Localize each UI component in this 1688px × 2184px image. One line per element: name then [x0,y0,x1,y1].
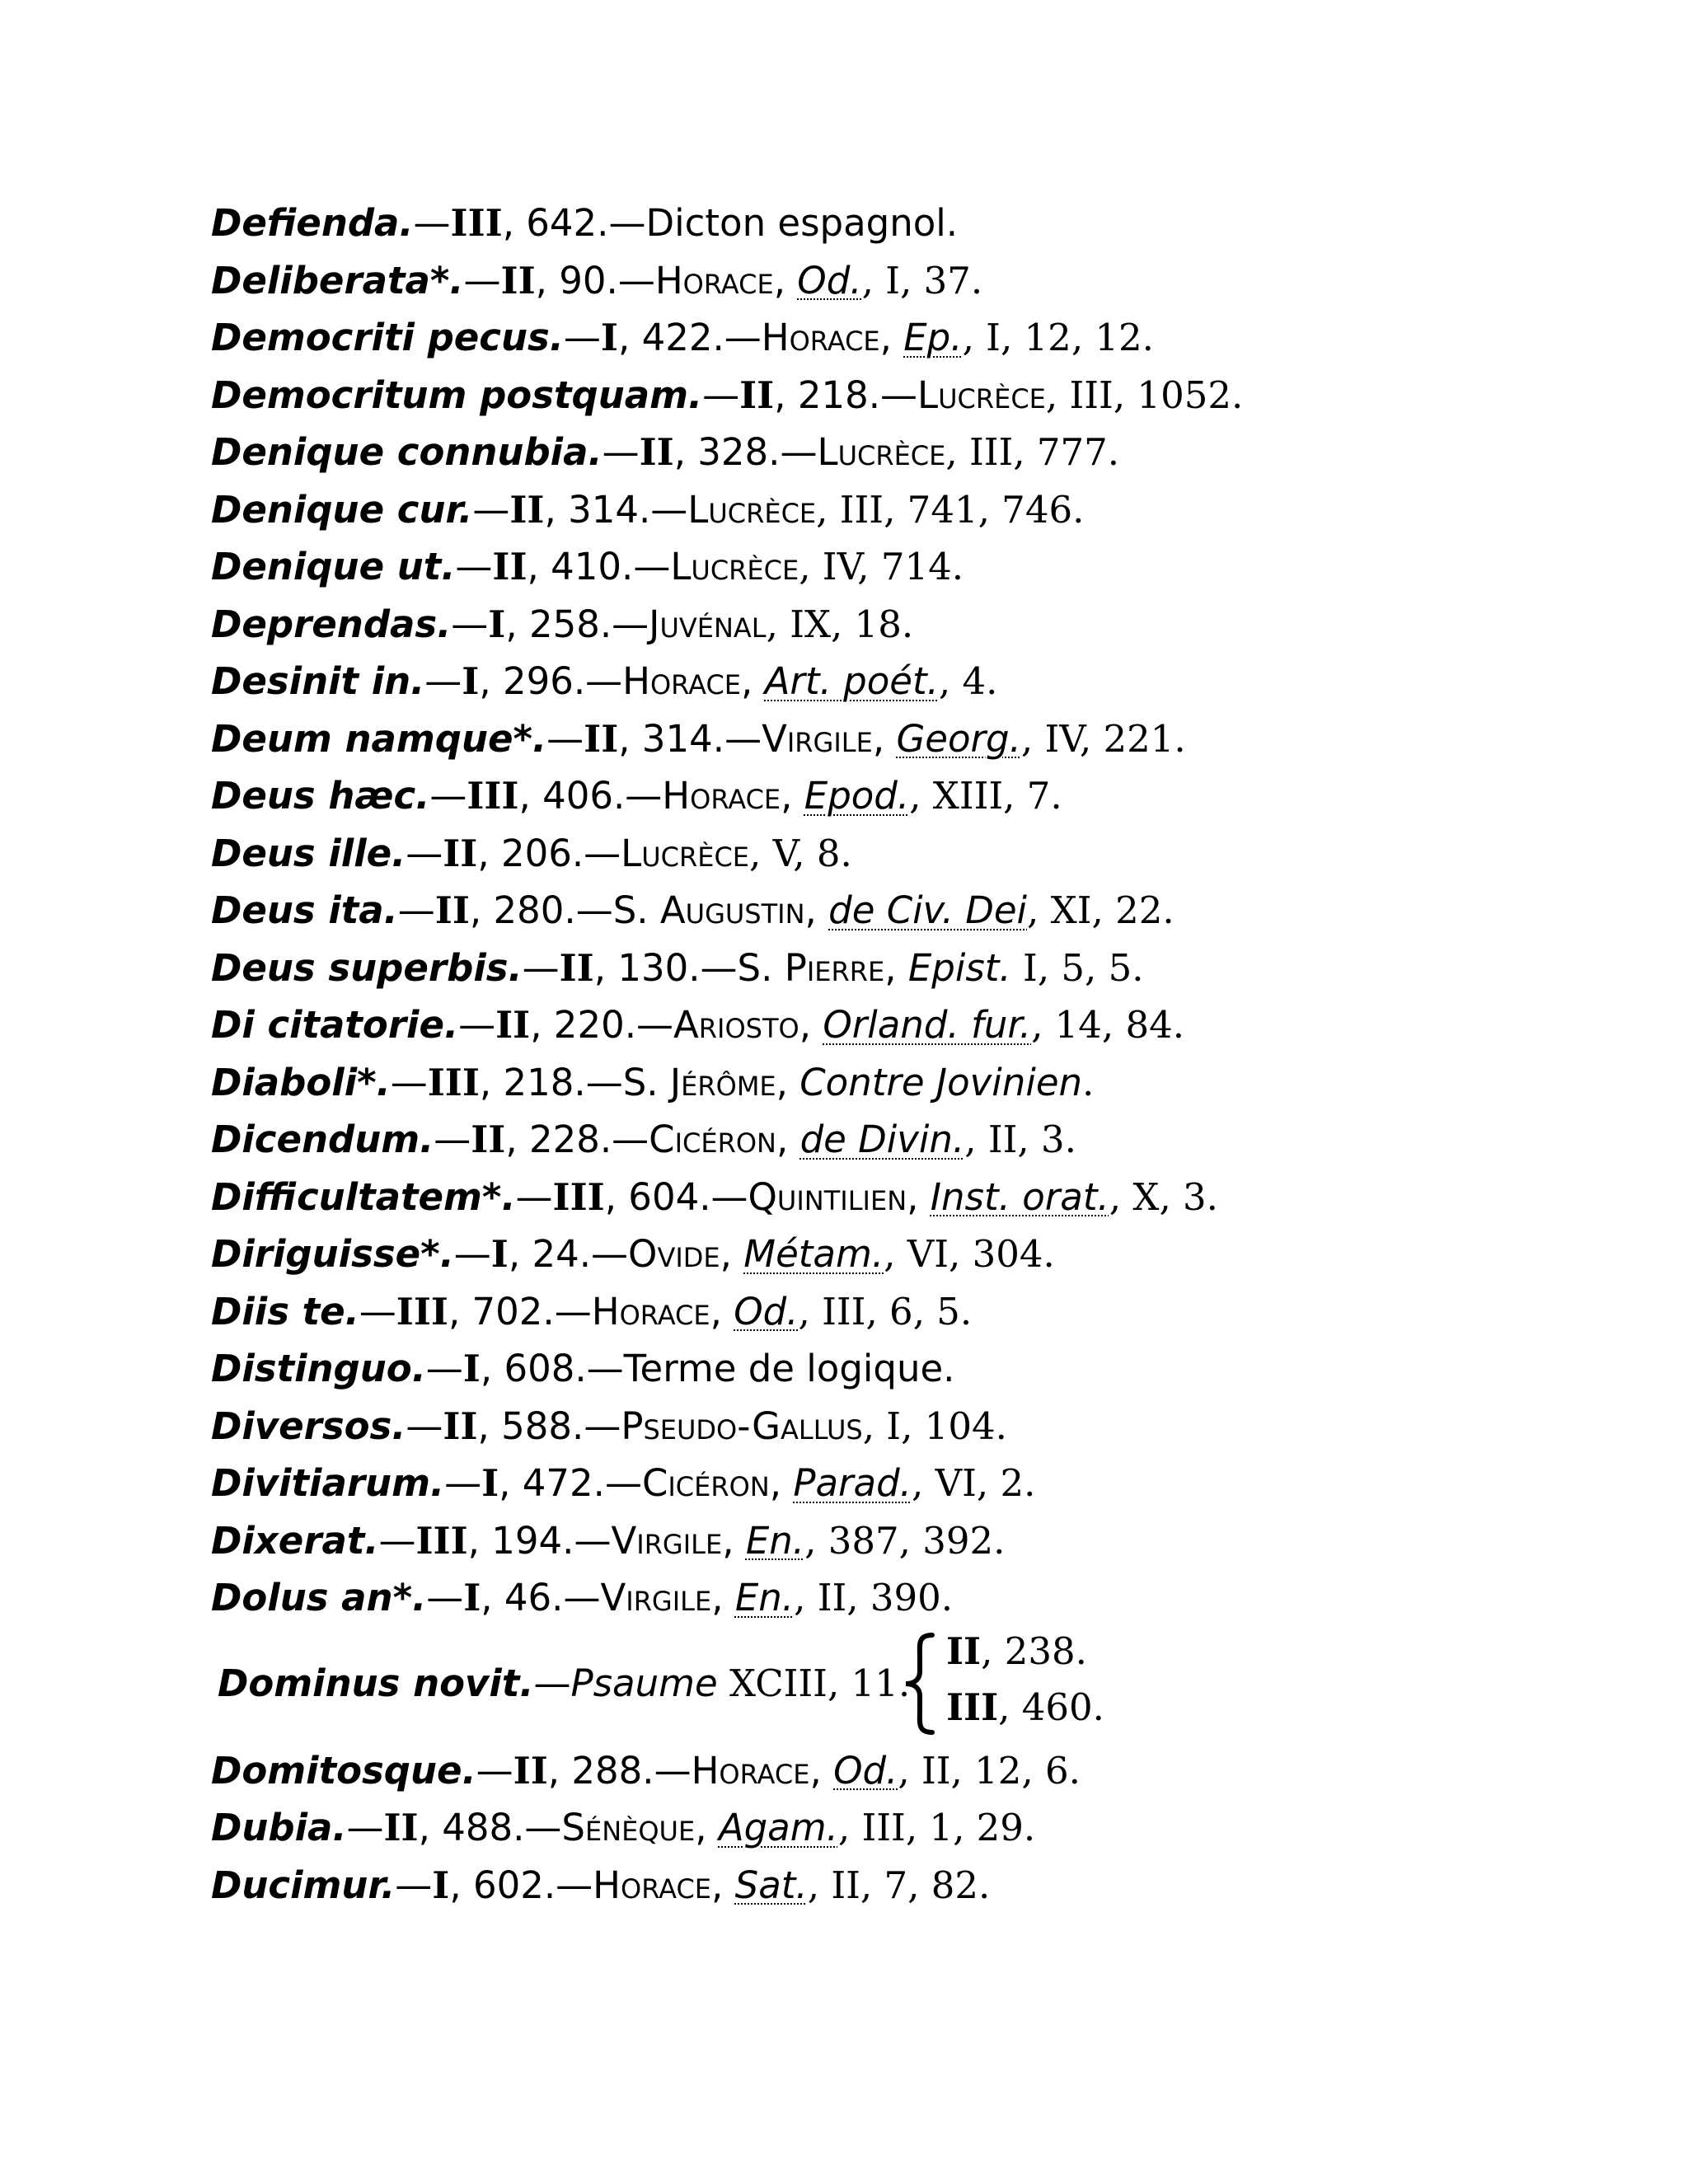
volume-number: II [509,487,545,532]
index-entry [211,767,1612,825]
source-note: Dicton espagnol. [645,201,959,245]
volume-number: I [462,1347,481,1390]
reference-numbers: , III, 1052. [1045,373,1244,417]
page-number: , 488. [418,1806,525,1849]
index-entry [211,1054,1612,1112]
separator: , [879,316,904,359]
separator: , [776,1060,800,1104]
separator: , [711,1576,735,1619]
author-name: Horace [593,1863,712,1907]
entry-heading: Defienda. [211,201,414,245]
reference-numbers: , I, 12, 12. [962,316,1154,359]
page-number: , 130. [593,945,701,990]
author-name: Lucrèce [621,831,750,875]
entry-heading: Diriguisse*. [211,1232,454,1276]
entry-heading: Deus hæc. [211,774,430,818]
em-dash: — [575,888,613,932]
em-dash: — [426,1576,464,1619]
em-dash: — [554,1289,592,1333]
page-number: , 642. [502,201,609,245]
em-dash: — [524,1806,562,1849]
page-number: , 314. [618,716,725,761]
page-number: , 238. [981,1629,1087,1673]
separator: , [907,1174,931,1219]
page-number: , 410. [527,545,634,588]
em-dash: — [724,316,762,359]
volume-number: II [584,716,619,761]
em-dash: — [563,1576,601,1619]
entry-citation [218,1655,910,1713]
volume-number: III [450,201,503,245]
reference-numbers: , III, 777. [945,430,1120,474]
reference-numbers: , XIII, 7. [909,774,1062,818]
em-dash: — [602,430,640,474]
volume-number: II [559,945,594,990]
page-number: , 608. [480,1347,587,1390]
author-name: Horace [591,1289,710,1333]
separator: , [884,945,908,990]
reference-numbers: , III, 6, 5. [798,1289,973,1333]
volume-number: II [434,888,470,932]
author-name: Ovide [628,1232,720,1276]
reference-numbers: , IV, 221. [1020,716,1186,761]
volume-reference [946,1680,1104,1736]
work-title-link[interactable]: Inst. orat. [930,1174,1109,1219]
em-dash: — [451,602,489,646]
entry-heading: Denique connubia. [211,430,603,474]
reference-numbers: , III, 741, 746. [816,487,1085,532]
volume-number: II [639,430,674,474]
volume-number: I [463,1576,481,1619]
index-entry [211,367,1612,424]
volume-number: II [471,1118,506,1161]
separator: , [741,659,765,703]
em-dash: — [625,774,663,818]
em-dash: — [780,430,818,474]
em-dash: — [702,373,740,417]
em-dash: — [406,1404,443,1448]
page-number: , 602. [449,1863,556,1907]
em-dash: — [584,1404,621,1448]
work-title-link[interactable]: Od. [734,1289,799,1333]
page-number: , 460. [998,1685,1104,1729]
page-number: , 218. [479,1060,586,1104]
em-dash: — [546,716,584,761]
work-title-link[interactable]: de Divin. [799,1118,965,1161]
work-title-link[interactable]: Od. [797,258,862,302]
author-name: Horace [622,659,742,703]
reference-numbers: , II, 390. [794,1576,954,1619]
index-entry [211,1226,1612,1283]
volume-number: I [488,602,506,646]
separator: , [799,1003,823,1047]
index-entry [211,194,1612,252]
page-number: , 90. [535,258,618,302]
separator: , [720,1232,744,1276]
volume-number: II [739,373,775,417]
page-number: , 194. [467,1518,574,1563]
entry-heading: Deprendas. [211,602,452,646]
volume-number: I [490,1232,509,1276]
entry-heading: Domitosque. [211,1748,476,1793]
entry-heading: Denique cur. [211,487,473,532]
work-title-link[interactable]: En. [734,1576,795,1619]
entry-heading: Di citatorie. [211,1003,459,1047]
index-entry [211,1398,1612,1455]
volume-number: II [513,1748,548,1793]
volume-reference [946,1624,1104,1680]
em-dash: — [604,1461,642,1505]
reference-numbers: , II, 3. [964,1118,1076,1161]
index-list [211,194,1612,1914]
index-entry [211,882,1612,940]
author-name: Augustin [659,888,805,932]
em-dash: — [585,659,623,703]
work-title-link[interactable]: En. [745,1518,805,1563]
reference-numbers: , 387, 392. [804,1518,1006,1563]
em-dash: — [617,258,655,302]
volume-number: II [383,1806,419,1849]
page-number: , 258. [505,602,612,646]
em-dash: — [413,201,451,245]
author-name: Virgile [762,716,873,761]
volume-number: II [492,545,528,588]
page-number: , 206. [477,831,584,875]
em-dash: — [608,201,646,245]
work-title: Epist. [907,945,1011,990]
em-dash: — [359,1289,396,1333]
em-dash: — [472,487,510,532]
em-dash: — [591,1232,629,1276]
em-dash: — [633,545,671,588]
page-number: , 288. [547,1748,654,1793]
author-name: Jérôme [669,1060,776,1104]
em-dash: — [434,1118,471,1161]
work-title-link[interactable]: Art. poét. [764,659,939,703]
volume-number: III [467,774,519,818]
em-dash: — [563,316,601,359]
page-number: , 472. [499,1461,605,1505]
em-dash: — [395,1863,433,1907]
em-dash: — [390,1060,428,1104]
volume-list [946,1624,1104,1736]
entry-heading: Deus ille. [211,831,406,875]
em-dash: — [710,1174,748,1219]
em-dash: — [444,1461,482,1505]
page-number: , 314. [544,487,651,532]
entry-heading: Difficultatem*. [211,1174,516,1219]
entry-heading: Deliberata*. [211,258,464,302]
em-dash: — [574,1518,612,1563]
volume-number: II [946,1629,982,1673]
reference-numbers: , II, 12, 6. [898,1748,1081,1793]
index-entry [211,1283,1612,1341]
reference-numbers: , III, 1, 29. [837,1806,1036,1849]
em-dash: — [458,1003,496,1047]
separator: , [711,1863,735,1907]
volume-number: III [415,1518,468,1563]
separator: , [804,888,829,932]
author-prefix: S. [737,945,785,990]
em-dash: — [463,258,501,302]
page-number: , 328. [673,430,781,474]
source-note: Terme de logique. [623,1347,955,1390]
entry-heading: Deus ita. [211,888,398,932]
work-title-link[interactable]: Od. [833,1748,898,1793]
author-name: Lucrèce [670,545,799,588]
em-dash: — [650,487,688,532]
index-entry [211,1169,1612,1226]
work-title-link[interactable]: de Civ. Dei [828,888,1028,932]
author-name: Juvénal [649,602,767,646]
reference-numbers: , VI, 2. [912,1461,1036,1505]
volume-number: III [552,1174,605,1219]
index-entry [211,1111,1612,1169]
em-dash: — [700,945,738,990]
em-dash: — [476,1748,513,1793]
author-name: Quintilien [748,1174,907,1219]
em-dash: — [429,774,467,818]
index-entry [211,1799,1612,1857]
index-entry [211,538,1612,596]
em-dash: — [584,831,621,875]
page-number: , 220. [530,1003,637,1047]
reference-numbers: , IX, 18. [766,602,914,646]
volume-number: II [443,831,478,875]
entry-heading: Divitiarum. [211,1461,445,1505]
author-prefix: S. [612,888,660,932]
volume-number: III [946,1685,999,1729]
em-dash: — [654,1748,692,1793]
em-dash: — [533,1661,571,1705]
reference-numbers: , IV, 714. [799,545,964,588]
work-title: Contre Jovinien [799,1060,1083,1104]
page-number: , 588. [477,1404,584,1448]
curly-brace [899,1627,940,1741]
entry-heading: Distinguo. [211,1347,426,1390]
author-name: Cicéron [649,1118,776,1161]
entry-heading: Dicendum. [211,1118,434,1161]
volume-number: III [427,1060,480,1104]
em-dash: — [880,373,918,417]
author-name: Pseudo-Gallus [621,1404,863,1448]
author-name: Horace [662,774,781,818]
em-dash: — [636,1003,674,1047]
em-dash: — [515,1174,553,1219]
index-entry [211,653,1612,710]
reference-numbers: , 14, 84. [1031,1003,1185,1047]
index-entry [211,481,1612,539]
entry-heading: Dolus an*. [211,1576,427,1619]
entry-heading: Diaboli*. [211,1060,391,1104]
index-entry [211,1742,1612,1800]
separator: , [781,774,804,818]
author-name: Horace [691,1748,810,1793]
em-dash: — [724,716,762,761]
reference-numbers: . [1082,1060,1095,1104]
em-dash: — [556,1863,593,1907]
entry-heading: Democriti pecus. [211,316,564,359]
entry-heading: Democritum postquam. [211,373,703,417]
reference-numbers: I, 5, 5. [1010,945,1144,990]
index-entry [211,1455,1612,1512]
volume-number: I [432,1863,450,1907]
reference-numbers: , XI, 22. [1027,888,1175,932]
em-dash: — [522,945,560,990]
entry-heading: Dixerat. [211,1518,379,1563]
page-number: , 280. [469,888,576,932]
entry-heading: Dubia. [211,1806,347,1849]
reference-numbers: , II, 7, 82. [807,1863,991,1907]
index-entry [211,596,1612,654]
em-dash: — [455,545,493,588]
index-entry [211,252,1612,310]
reference-numbers: , I, 37. [861,258,983,302]
page-number: , 228. [505,1118,612,1161]
page-number: , 604. [604,1174,711,1219]
volume-number: I [600,316,618,359]
index-entry [211,1512,1612,1570]
em-dash: — [378,1518,416,1563]
index-entry [211,996,1612,1054]
reference-numbers: , V, 8. [749,831,852,875]
page-number: , 702. [448,1289,555,1333]
page-number: , 218. [774,373,881,417]
index-entry [211,309,1612,367]
page-number: , 296. [479,659,586,703]
em-dash: — [453,1232,491,1276]
work-title-link[interactable]: Georg. [896,716,1021,761]
page-number: , 46. [481,1576,564,1619]
entry-heading: Deum namque*. [211,716,547,761]
volume-number: II [500,258,536,302]
volume-number: I [462,659,480,703]
entry-heading: Diis te. [211,1289,359,1333]
entry-heading: Deus superbis. [211,945,523,990]
work-title-link[interactable]: Parad. [793,1461,912,1505]
reference-numbers: , I, 104. [862,1404,1007,1448]
volume-number: III [396,1289,448,1333]
work-title-link[interactable]: Epod. [804,774,910,818]
author-name: Ariosto [673,1003,799,1047]
author-name: Pierre [784,945,885,990]
separator: , [769,1461,794,1505]
reference-numbers: , VI, 304. [884,1232,1055,1276]
author-name: Horace [654,258,774,302]
em-dash: — [612,602,649,646]
entry-heading: Ducimur. [211,1863,396,1907]
volume-number: II [443,1404,478,1448]
author-name: Lucrèce [917,373,1046,417]
page-number: , 422. [617,316,724,359]
separator: , [695,1806,719,1849]
separator: , [710,1289,734,1333]
author-name: Horace [761,316,880,359]
page-number: , 24. [508,1232,592,1276]
separator: , [872,716,897,761]
separator: , [809,1748,834,1793]
work-title-link[interactable]: Orland. fur. [823,1003,1032,1047]
index-entry [211,1569,1612,1627]
em-dash: — [397,888,435,932]
work-title: Psaume [570,1661,718,1705]
em-dash: — [612,1118,649,1161]
separator: , [776,1118,800,1161]
em-dash: — [424,659,462,703]
author-name: Lucrèce [687,487,817,532]
em-dash: — [586,1347,624,1390]
em-dash: — [585,1060,623,1104]
em-dash: — [346,1806,384,1849]
em-dash: — [425,1347,463,1390]
index-entry [211,940,1612,997]
work-title-link[interactable]: Métam. [743,1232,884,1276]
author-name: Lucrèce [817,430,946,474]
reference-numbers: , 4. [938,659,998,703]
author-name: Virgile [611,1518,723,1563]
index-entry [211,710,1612,768]
author-name: Cicéron [641,1461,770,1505]
work-title-link[interactable]: Agam. [718,1806,838,1849]
entry-heading: Diversos. [211,1404,406,1448]
reference-numbers: XCIII, 11. [717,1661,911,1705]
work-title-link[interactable]: Ep. [903,316,963,359]
volume-number: II [495,1003,531,1047]
volume-number: I [481,1461,499,1505]
index-entry [211,1340,1612,1398]
index-entry [211,1627,1612,1742]
index-entry [211,1857,1612,1915]
work-title-link[interactable]: Sat. [734,1863,808,1907]
author-name: Virgile [600,1576,712,1619]
author-prefix: S. [622,1060,670,1104]
index-entry [211,424,1612,481]
author-name: Sénèque [561,1806,696,1849]
entry-heading: Desinit in. [211,659,425,703]
entry-heading: Dominus novit. [218,1661,534,1705]
entry-heading: Denique ut. [211,545,456,588]
separator: , [773,258,798,302]
separator: , [722,1518,746,1563]
em-dash: — [406,831,443,875]
reference-numbers: , X, 3. [1109,1174,1218,1219]
index-entry [211,825,1612,883]
page-number: , 406. [518,774,626,818]
